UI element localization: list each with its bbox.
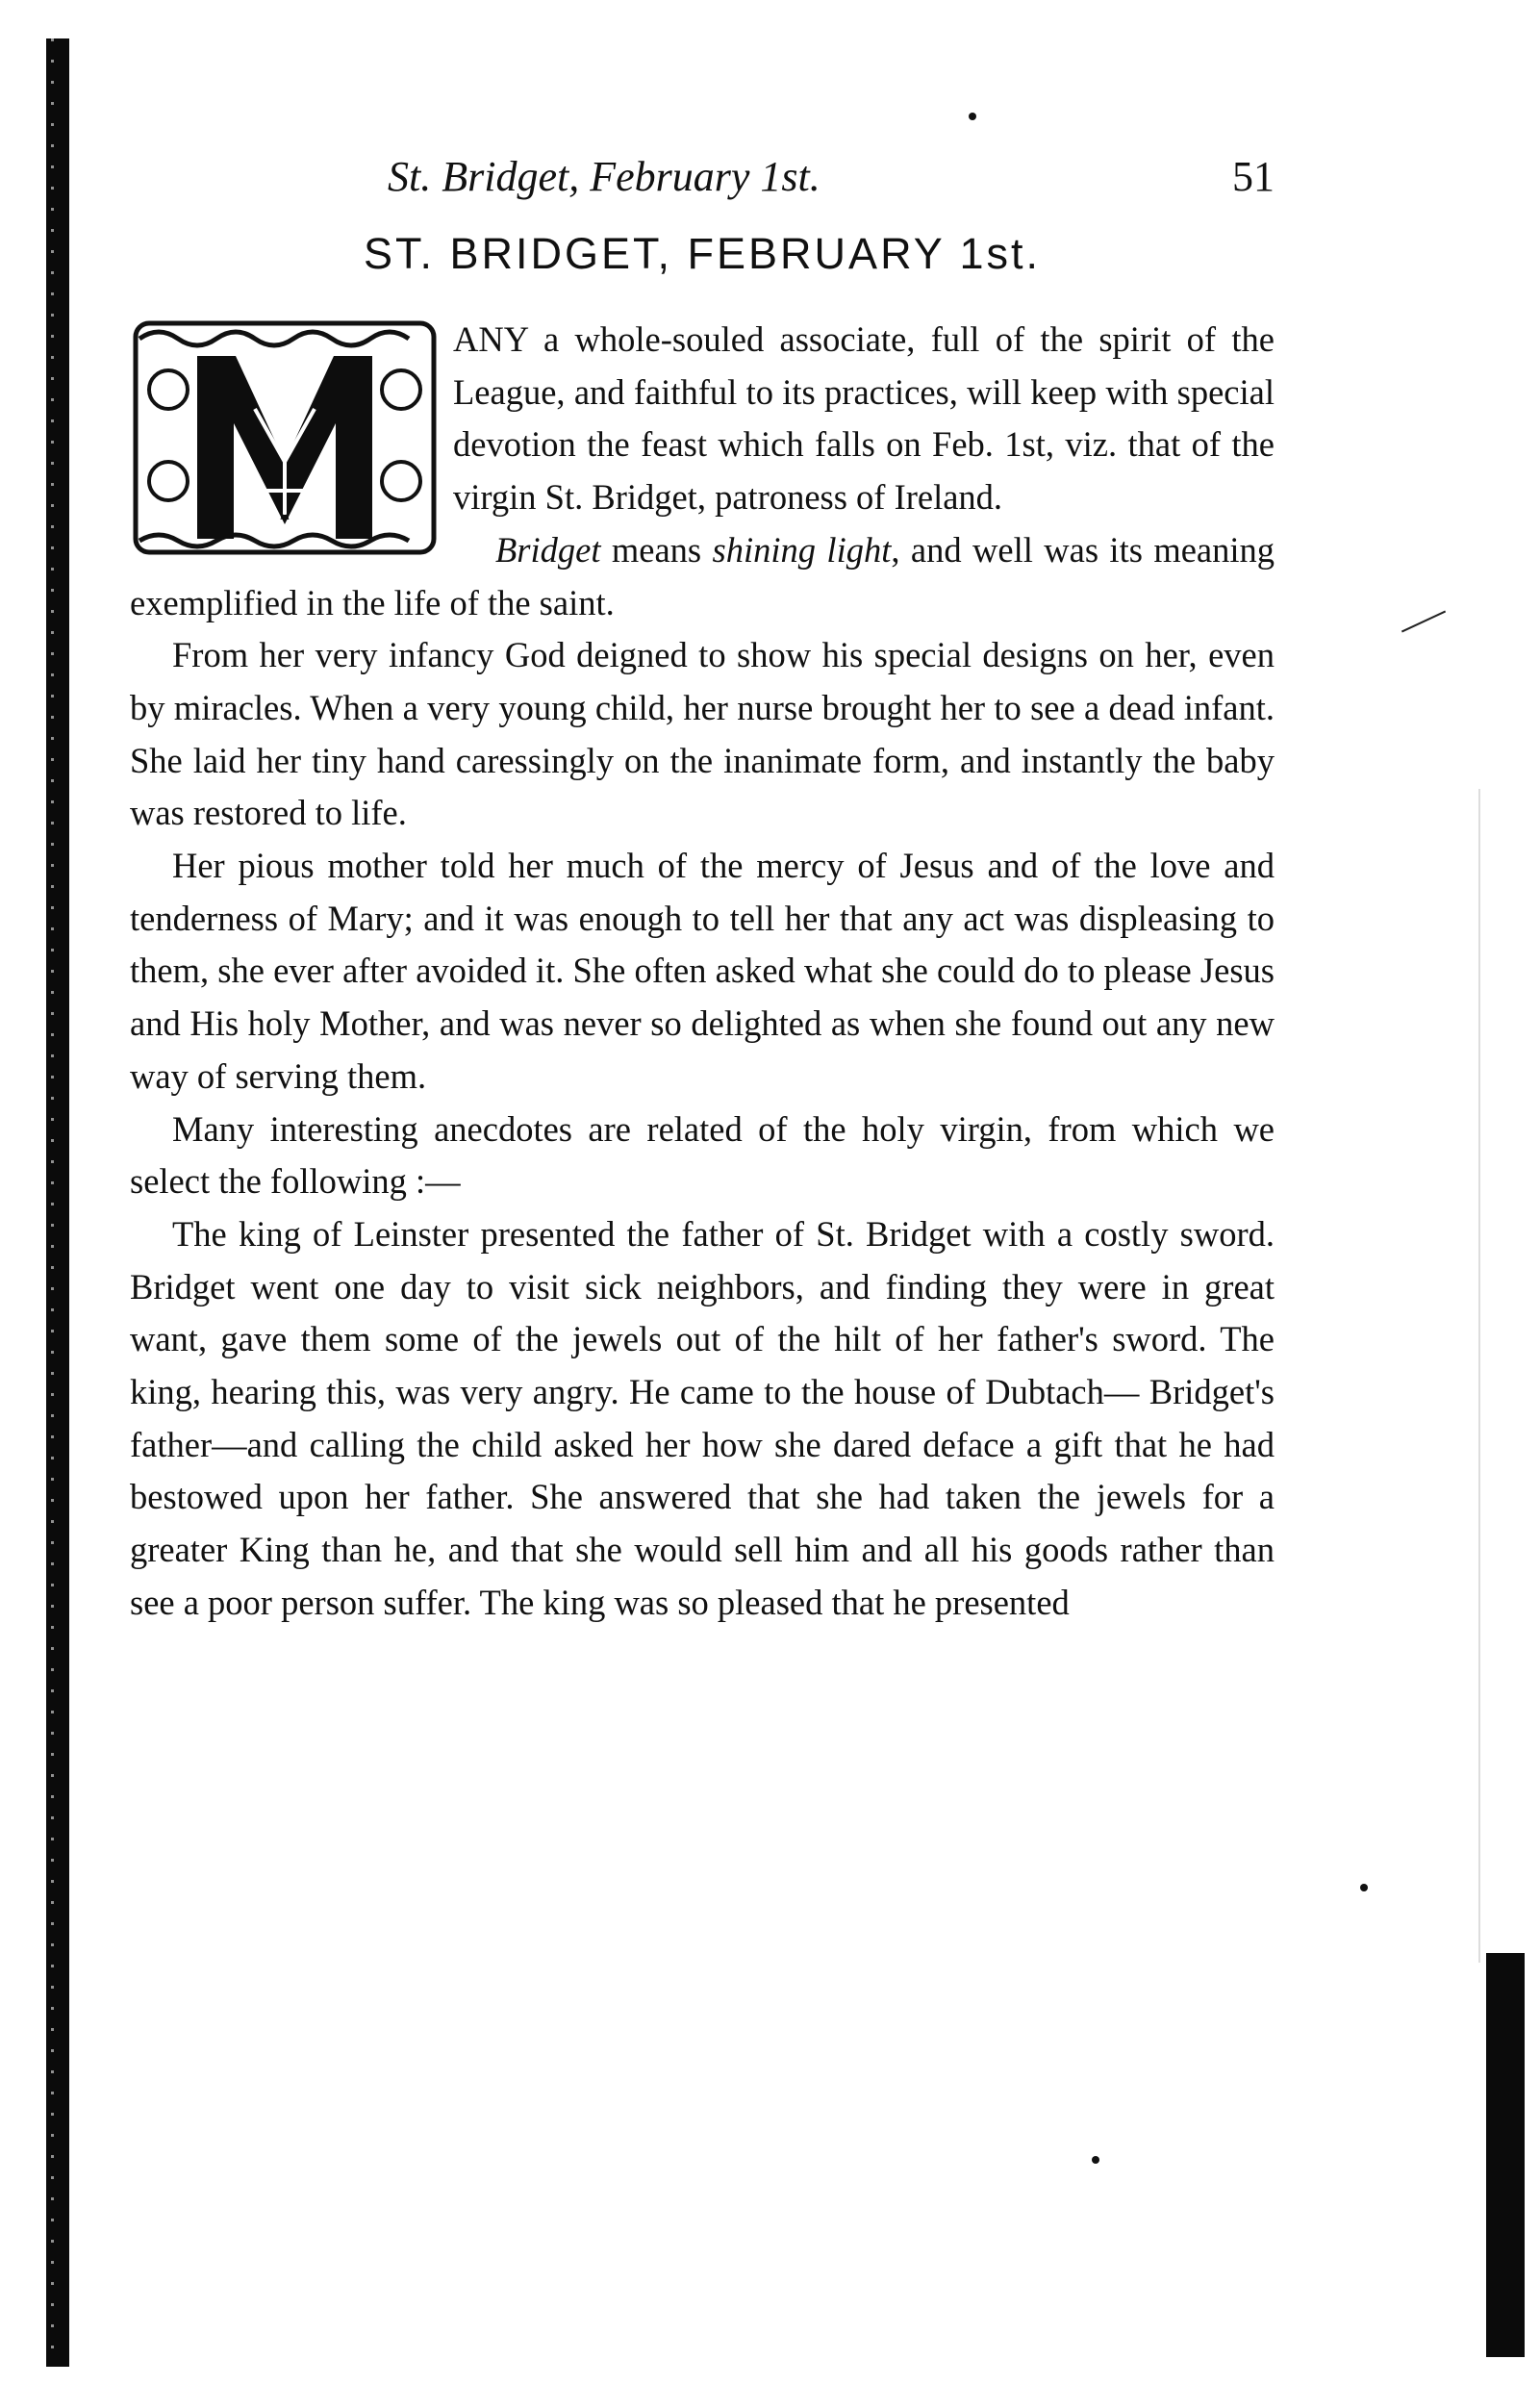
running-head-title: St. Bridget, February 1st. [388, 153, 820, 200]
paragraph-1-text: ANY a whole-souled associate, full of the spirit of the League, and faithful to its practices, will keep with special devotion the feast which falls on Feb. 1st, viz. that of the virgin St. Bridget, patroness of Ireland. [453, 319, 1275, 518]
scan-speck [1092, 2156, 1099, 2164]
paragraph-6: The king of Leinster presented the father of St. Bridget with a costly sword. Bridget went one day to visit sick neighbors, and finding they were in great want, gave them some of the jewels out of the hilt of her father's sword. The king, hearing this, was very angry. He came to the house of Dubtach— Bridget's father—and calling the child asked her how she dared deface a gift that he had bestowed upon her father. She answered that she had taken the jewels for a greater King than he, and that she would sell him and all his goods rather than see a poor person suffer. The king was so pleased that he presented [130, 1213, 1275, 1622]
scan-speck [969, 113, 976, 120]
scan-mark [1401, 611, 1446, 633]
page-number: 51 [1232, 153, 1275, 200]
paragraph-4: Her pious mother told her much of the mercy of Jesus and of the love and tenderness of Mary; and it was enough to tell her that any act was displeasing to them, she ever after avoided it. She often asked what she could do to please Jesus and His holy Mother, and was never so delighted as when she found out any new way of serving them. [130, 846, 1275, 1096]
paragraph-2-text-1: means [600, 529, 713, 570]
ornamental-drop-cap-icon [130, 317, 440, 558]
scan-gutter-line [1478, 789, 1480, 1963]
paragraph-1 [130, 314, 1275, 524]
paragraph-2-text-2: , and well was its meaning exemplified in the life of the saint. [130, 529, 1275, 622]
svg-text:M: M [279, 509, 290, 522]
paragraph-5: Many interesting anecdotes are related of the holy virgin, from which we select the following :— [130, 1108, 1275, 1202]
binding-edge [46, 38, 69, 2367]
book-page [130, 144, 1275, 1630]
italic-term-shining-light: shining light [712, 529, 892, 570]
paragraph-3: From her very infancy God deigned to show his special designs on her, even by miracles. When a very young child, her nurse brought her to see a dead infant. She laid her tiny hand caressingly on the inanimate form, and instantly the baby was restored to life. [130, 635, 1275, 833]
scan-speck [1360, 1884, 1368, 1891]
scan-edge-mark [1486, 1953, 1525, 2357]
running-head [130, 144, 1275, 212]
chapter-title: ST. BRIDGET, FEBRUARY 1st. [363, 229, 1041, 278]
italic-term-bridget: Bridget [495, 529, 601, 570]
